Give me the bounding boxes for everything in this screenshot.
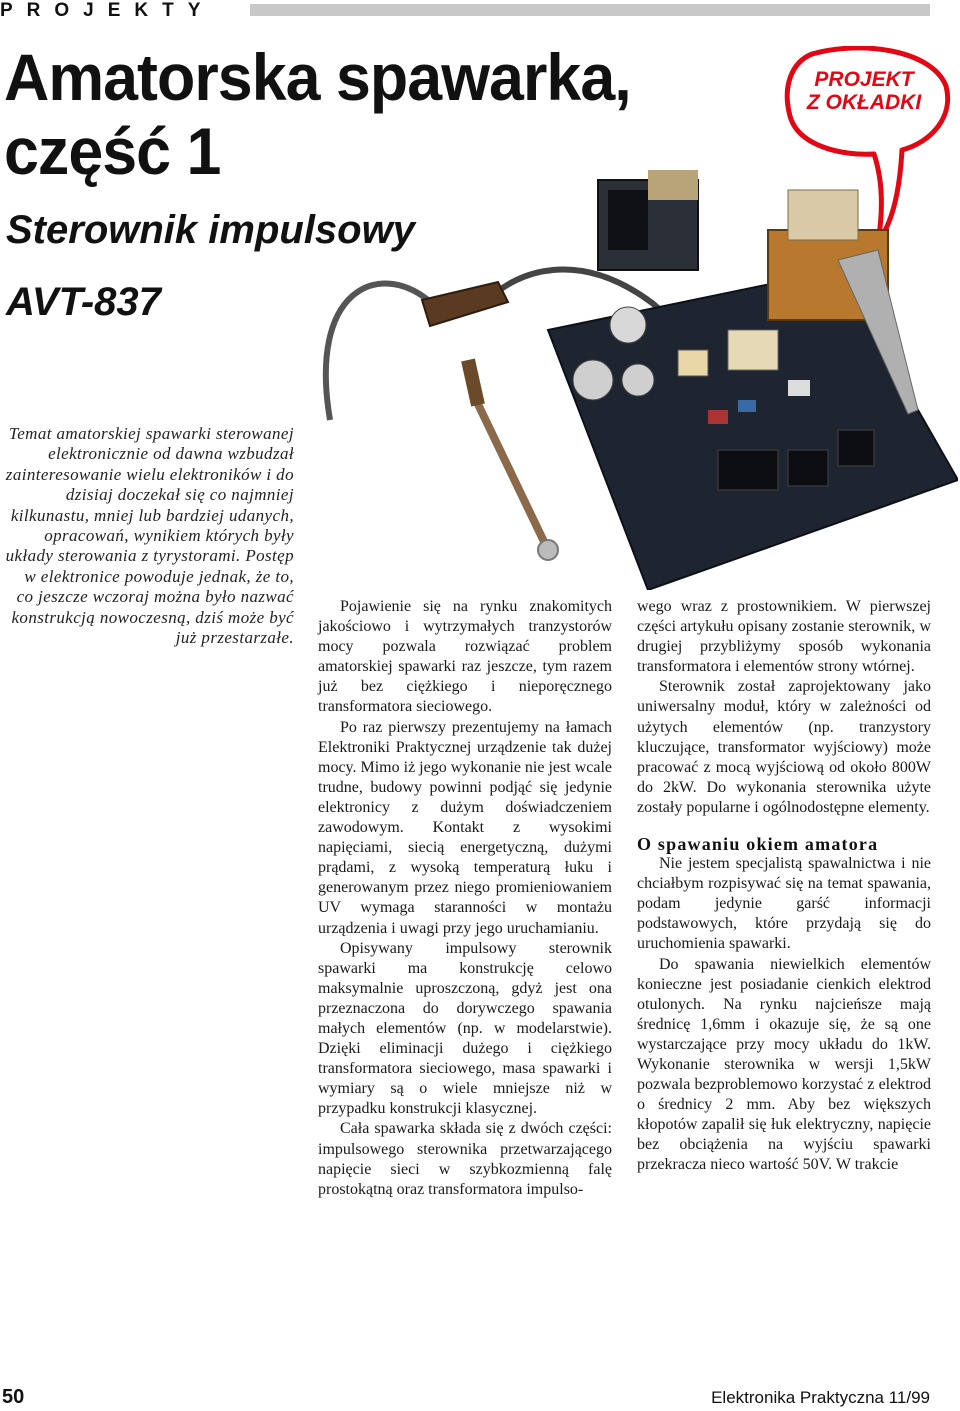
section-header: PROJEKTY <box>0 0 215 21</box>
project-code: AVT-837 <box>6 280 161 324</box>
paragraph: Do spawania niewielkich elementów konieczne jest posiadanie cienkich elektrod otulonych. Na rynku najcieńsze mają średnicę 1,6mm i okazuje się, że są one wystarczające przy mocy układu do 1kW. Wykonanie sterownika w wersji 1,5kW pozwala bezproblemowo korzystać z elektrod o średnicy 2 mm. Aby bez większych kłopotów zapalił się łuk elektryczny, napięcie bez obciążenia na wyjściu spawarki przekracza nieco wartość 50V. W trakcie <box>637 955 931 1174</box>
badge-text <box>782 68 946 114</box>
paragraph: Sterownik został zaprojektowany jako uniwersalny moduł, który w zależności od użytych elementów (np. tranzystory kluczujące, transformator wyjściowy) może pracować z mocą wyjściową od około 800W do 2kW. Do wykonania sterownika użyte zostały popularne i ogólnodostępne elementy. <box>637 678 931 816</box>
badge-line-1: PROJEKT <box>814 68 914 91</box>
text-column-2 <box>637 597 931 1176</box>
paragraph: Opisywany impulsowy sterownik spawarki ma konstrukcję celowo maksymalnie uproszczoną, gdyż jest ona przeznaczona do dorywczego spawania małych elementów (np. w modelarstwie). Dzięki eliminacji dużego i ciężkiego transformatora sieciowego, masa spawarki i wymiary są o wiele mniejsze niż w przypadku konstrukcji klasycznej. <box>318 939 612 1118</box>
paragraph: Nie jestem specjalistą spawalnictwa i nie chciałbym rozpisywać się na temat spawania, podam jedynie garść informacji podstawowych, które przydają się do uruchomienia spawarki. <box>637 855 931 953</box>
paragraph: Pojawienie się na rynku znakomitych jakościowo i wytrzymałych tranzystorów mocy pozwala rozwiązać problem amatorskiej spawarki raz jeszcze, tym razem już bez ciężkiego i nieporęcznego transformatora sieciowego. <box>318 598 612 716</box>
welder-controller-photo <box>318 150 958 590</box>
magazine-issue: Elektronika Praktyczna 11/99 <box>711 1388 930 1407</box>
article-subtitle: Sterownik impulsowy <box>6 208 415 252</box>
badge-line-2: Z OKŁADKI <box>806 91 922 114</box>
page-number: 50 <box>2 1386 25 1408</box>
section-heading: O spawaniu okiem amatora <box>637 834 879 855</box>
title-line-1: Amatorska spawarka, <box>4 40 631 114</box>
paragraph: Cała spawarka składa się z dwóch części: impulsowego sterownika przetwarzającego napięcie sieci w szybkozmienną falę prostokątną oraz transformatora impulso- <box>318 1120 612 1198</box>
title-line-2: część 1 <box>4 114 221 188</box>
paragraph: wego wraz z prostownikiem. W pierwszej części artykułu opisany zostanie sterownik, w drugiej przybliżymy sposób wykonania transformatora i elementów strony wtórnej. <box>637 598 931 676</box>
header-rule <box>250 4 930 16</box>
lead-paragraph: Temat amatorskiej spawarki sterowanej elektronicznie od dawna wzbudzał zainteresowanie wielu elektroników i do dzisiaj doczekał się co najmniej kilkunastu, mniej lub bardziej udanych, opracowań, wynikiem których były układy sterowania z tyrystorami. Postęp w elektronice powoduje jednak, że to, co jeszcze wczoraj można było nazwać konstrukcją nowoczesną, dziś może być już przestarzałe. <box>5 424 294 648</box>
paragraph: Po raz pierwszy prezentujemy na łamach Elektroniki Praktycznej urządzenie tak dużej mocy. Mimo iż jego wykonanie nie jest wcale trudne, budowy powinni podjąć się jedynie elektronicy z dużym doświadczeniem zawodowym. Kontakt z wysokimi napięciami, siecią energetyczną, dużymi prądami, z wysoką temperaturą łuku i generowanym przez niego promieniowaniem UV wymaga staranności w montażu urządzenia i uwagi przy jego uruchamianiu. <box>318 718 612 937</box>
text-column-1 <box>318 597 612 1200</box>
